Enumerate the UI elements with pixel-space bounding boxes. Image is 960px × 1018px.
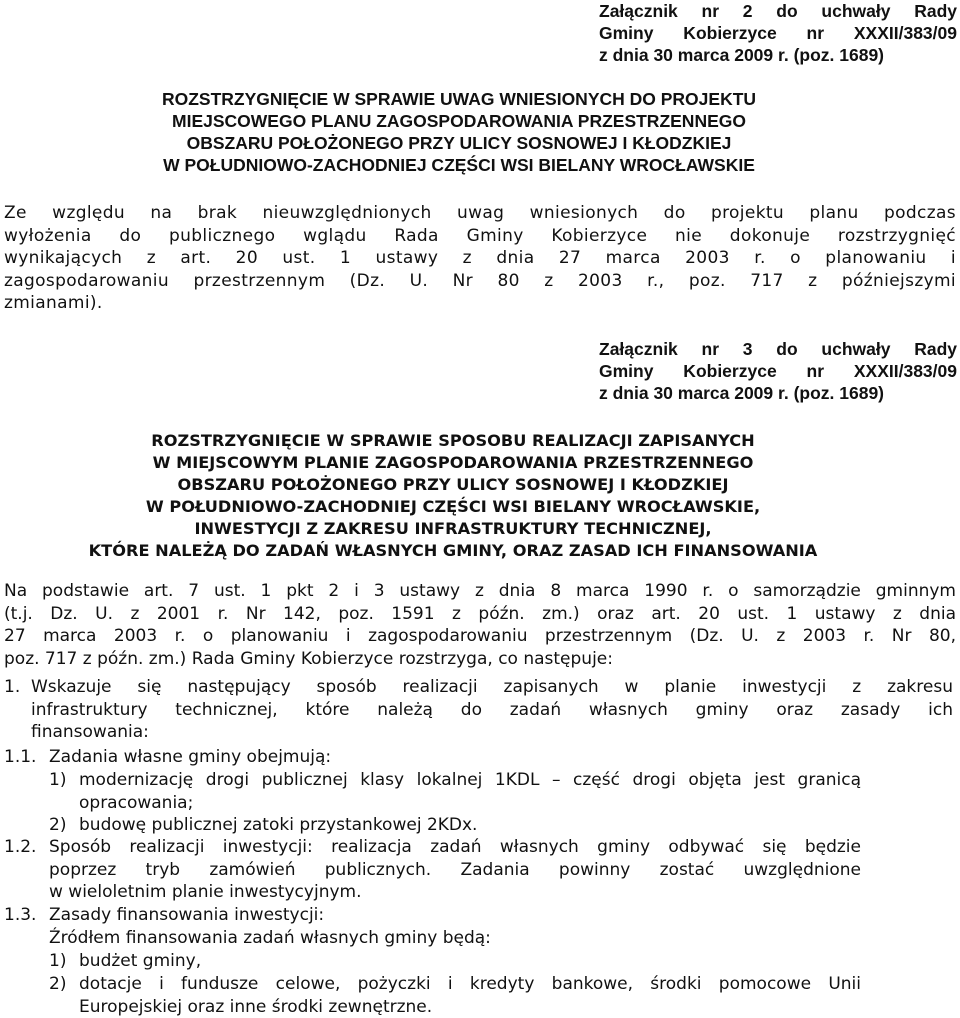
sub-item-1-3-2-line-1: dotacje i fundusze celowe, pożyczki i kredyty bankowe, środki pomocowe Unii bbox=[79, 973, 861, 996]
item-1-3-intro: Źródłem finansowania zadań własnych gminy będą: bbox=[49, 927, 491, 950]
annex-2-line-1: Załącznik nr 2 do uchwały Rady bbox=[599, 0, 957, 22]
title-1-line-2: MIEJSCOWEGO PLANU ZAGOSPODAROWANIA PRZESTRZENNEGO bbox=[0, 110, 918, 132]
item-1-number: 1. bbox=[4, 676, 20, 699]
annex-2-line-3: z dnia 30 marca 2009 r. (poz. 1689) bbox=[599, 44, 957, 66]
title-1-line-3: OBSZARU POŁOŻONEGO PRZY ULICY SOSNOWEJ I KŁODZKIEJ bbox=[0, 132, 918, 154]
sub-item-1-3-1-line-1: budżet gminy, bbox=[79, 950, 201, 973]
annex-3-line-1: Załącznik nr 3 do uchwały Rady bbox=[599, 338, 957, 360]
annex-2-line-2: Gminy Kobierzyce nr XXXII/383/09 bbox=[599, 22, 957, 44]
item-1-2-line-2: poprzez tryb zamówień publicznych. Zadania powinny zostać uwzględnione bbox=[49, 859, 861, 882]
item-1-line-1: Wskazuje się następujący sposób realizacji zapisanych w planie inwestycji z zakresu bbox=[31, 676, 953, 699]
item-1-3-text: Zasady finansowania inwestycji: bbox=[49, 904, 324, 927]
sub-item-1-3-1-number: 1) bbox=[49, 950, 66, 973]
para-1-line-1: Ze względu na brak nieuwzględnionych uwag wniesionych do projektu planu podczas bbox=[4, 202, 956, 225]
para-1-line-2: wyłożenia do publicznego wglądu Rada Gminy Kobierzyce nie dokonuje rozstrzygnięć bbox=[4, 225, 956, 248]
paragraph-legal-basis bbox=[4, 580, 956, 670]
item-1-2-line-1: Sposób realizacji inwestycji: realizacja zadań własnych gminy odbywać się będzie bbox=[49, 836, 861, 859]
resolution-title-2 bbox=[0, 430, 906, 562]
sub-item-1-3-2-line-2: Europejskiej oraz inne środki zewnętrzne. bbox=[79, 996, 861, 1018]
title-2-line-3: OBSZARU POŁOŻONEGO PRZY ULICY SOSNOWEJ I KŁODZKIEJ bbox=[0, 474, 906, 496]
item-1-line-3: finansowania: bbox=[31, 721, 953, 744]
title-2-line-4: W POŁUDNIOWO-ZACHODNIEJ CZĘŚCI WSI BIELANY WROCŁAWSKIE, bbox=[0, 496, 906, 518]
para-2-line-4: poz. 717 z późn. zm.) Rada Gminy Kobierzyce rozstrzyga, co następuje: bbox=[4, 648, 956, 671]
sub-item-1-1-1-number: 1) bbox=[49, 769, 66, 792]
para-1-line-3: wynikających z art. 20 ust. 1 ustawy z dnia 27 marca 2003 r. o planowaniu i bbox=[4, 247, 956, 270]
resolution-title-1 bbox=[0, 88, 918, 176]
para-2-line-1: Na podstawie art. 7 ust. 1 pkt 2 i 3 ustawy z dnia 8 marca 1990 r. o samorządzie gminnym bbox=[4, 580, 956, 603]
title-2-line-1: ROZSTRZYGNIĘCIE W SPRAWIE SPOSOBU REALIZACJI ZAPISANYCH bbox=[0, 430, 906, 452]
para-2-line-2: (t.j. Dz. U. z 2001 r. Nr 142, poz. 1591 z późn. zm.) oraz art. 20 ust. 1 ustawy z dnia bbox=[4, 603, 956, 626]
annex-3-header bbox=[599, 338, 957, 404]
title-2-line-5: INWESTYCJI Z ZAKRESU INFRASTRUKTURY TECHNICZNEJ, bbox=[0, 518, 906, 540]
sub-item-1-1-2-number: 2) bbox=[49, 814, 66, 837]
title-1-line-4: W POŁUDNIOWO-ZACHODNIEJ CZĘŚCI WSI BIELANY WROCŁAWSKIE bbox=[0, 154, 918, 176]
item-1-3-number: 1.3. bbox=[4, 904, 36, 927]
item-1-1-number: 1.1. bbox=[4, 746, 36, 769]
sub-item-1-3-2-number: 2) bbox=[49, 973, 66, 996]
paragraph-no-objections bbox=[4, 202, 956, 315]
sub-item-1-1-2-line-1: budowę publicznej zatoki przystankowej 2KDx. bbox=[79, 814, 477, 837]
item-1-2-number: 1.2. bbox=[4, 836, 36, 859]
item-1-1-text: Zadania własne gminy obejmują: bbox=[49, 746, 331, 769]
item-1-2-line-3: w wieloletnim planie inwestycyjnym. bbox=[49, 881, 861, 904]
sub-item-1-1-1-line-1: modernizację drogi publicznej klasy lokalnej 1KDL – część drogi objęta jest granicą bbox=[79, 769, 861, 792]
para-1-line-4: zagospodarowaniu przestrzennym (Dz. U. Nr 80 z 2003 r., poz. 717 z późniejszymi bbox=[4, 270, 956, 293]
annex-2-header bbox=[599, 0, 957, 66]
para-1-line-5: zmianami). bbox=[4, 292, 956, 315]
title-1-line-1: ROZSTRZYGNIĘCIE W SPRAWIE UWAG WNIESIONYCH DO PROJEKTU bbox=[0, 88, 918, 110]
para-2-line-3: 27 marca 2003 r. o planowaniu i zagospodarowaniu przestrzennym (Dz. U. z 2003 r. Nr 80, bbox=[4, 625, 956, 648]
item-1-line-2: infrastruktury technicznej, które należą do zadań własnych gminy oraz zasady ich bbox=[31, 699, 953, 722]
annex-3-line-2: Gminy Kobierzyce nr XXXII/383/09 bbox=[599, 360, 957, 382]
annex-3-line-3: z dnia 30 marca 2009 r. (poz. 1689) bbox=[599, 382, 957, 404]
title-2-line-6: KTÓRE NALEŻĄ DO ZADAŃ WŁASNYCH GMINY, ORAZ ZASAD ICH FINANSOWANIA bbox=[0, 540, 906, 562]
sub-item-1-1-1-line-2: opracowania; bbox=[79, 792, 861, 815]
title-2-line-2: W MIEJSCOWYM PLANIE ZAGOSPODAROWANIA PRZESTRZENNEGO bbox=[0, 452, 906, 474]
